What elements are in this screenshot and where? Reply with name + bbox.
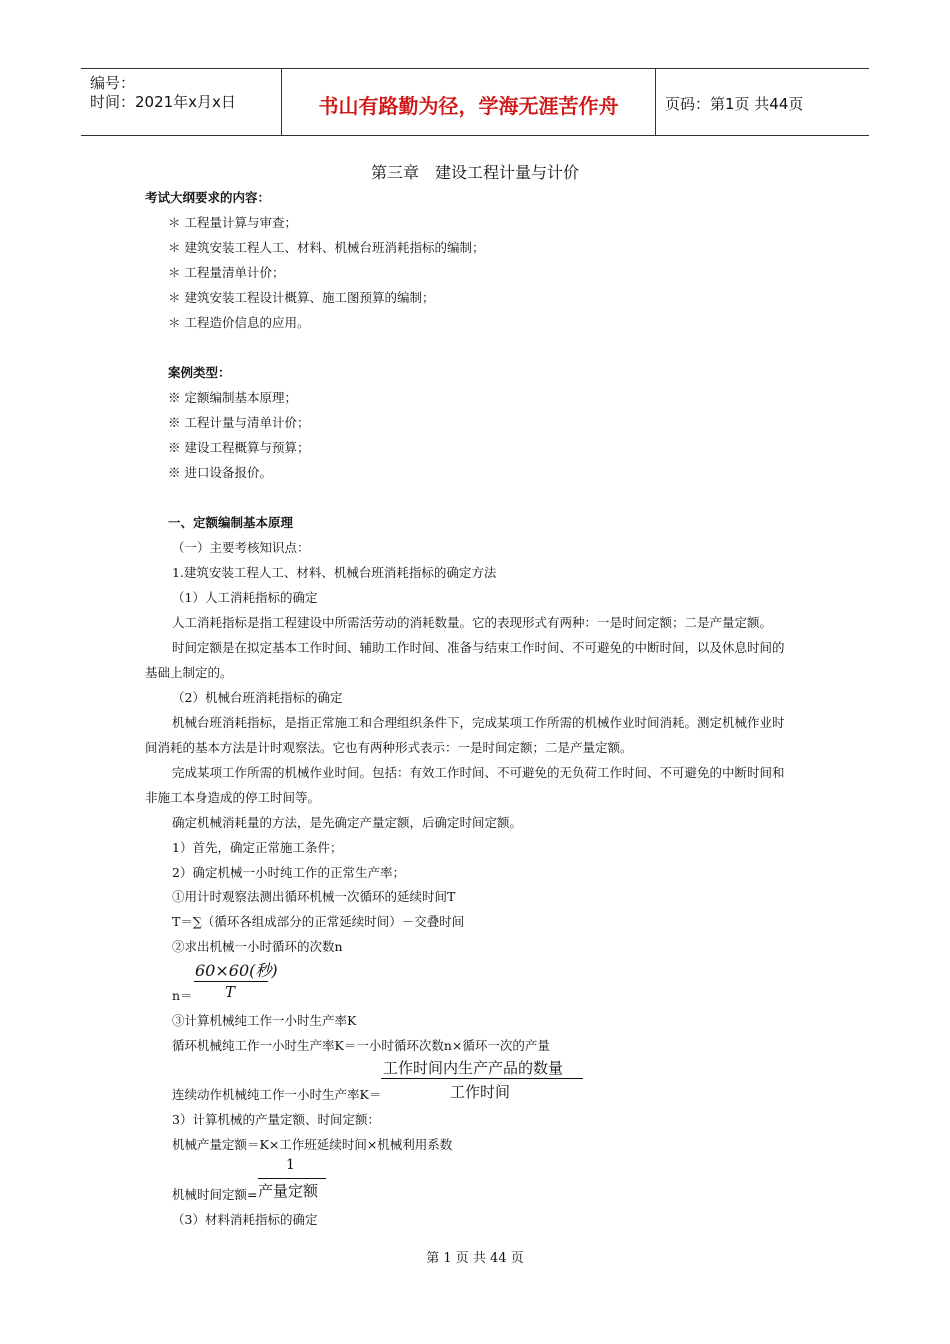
list-item: ※ 工程计量与清单计价； xyxy=(168,415,310,430)
formula-denominator: 工作时间 xyxy=(450,1083,511,1101)
list-item: ＊ 建筑安装工程人工、材料、机械台班消耗指标的编制； xyxy=(168,240,485,255)
list-item: ＊ 工程造价信息的应用。 xyxy=(168,315,310,330)
paragraph: 非施工本身造成的停工时间等。 xyxy=(145,790,321,805)
fraction-bar xyxy=(194,981,268,982)
fraction-bar xyxy=(381,1078,583,1079)
chapter-title: 第三章 建设工程计量与计价 xyxy=(370,163,579,182)
paragraph: 1）首先，确定正常施工条件； xyxy=(172,840,343,855)
paragraph: 3）计算机械的产量定额、时间定额： xyxy=(172,1112,380,1127)
paragraph: ②求出机械一小时循环的次数n xyxy=(172,939,343,954)
syllabus-heading: 考试大纲要求的内容： xyxy=(145,190,271,205)
paragraph: 完成某项工作所需的机械作业时间。包括：有效工作时间、不可避免的无负荷工作时间、不可避免的中断时间和 xyxy=(172,765,785,780)
header-left-cell xyxy=(81,69,281,135)
paragraph: （1）人工消耗指标的确定 xyxy=(172,590,318,605)
list-item: ＊ 建筑安装工程设计概算、施工图预算的编制； xyxy=(168,290,435,305)
paragraph: 时间定额是在拟定基本工作时间、辅助工作时间、准备与结束工作时间、不可避免的中断时间，以及休息时间的 xyxy=(172,640,785,655)
list-item: ※ 定额编制基本原理； xyxy=(168,390,297,405)
formula-lhs: n＝ xyxy=(172,988,193,1003)
formula-lhs: 连续动作机械纯工作一小时生产率K＝ xyxy=(172,1087,382,1102)
paragraph: 2）确定机械一小时纯工作的正常生产率； xyxy=(172,865,405,880)
list-item: ＊ 工程量清单计价； xyxy=(168,265,285,280)
paragraph: 1.建筑安装工程人工、材料、机械台班消耗指标的确定方法 xyxy=(172,565,497,580)
page-footer: 第 1 页 共 44 页 xyxy=(426,1251,524,1266)
paragraph: 基础上制定的。 xyxy=(145,665,233,680)
case-heading: 案例类型： xyxy=(168,365,231,380)
fraction-bar xyxy=(258,1178,326,1179)
formula-numerator: 工作时间内生产产品的数量 xyxy=(383,1059,564,1077)
paragraph: 循环机械纯工作一小时生产率K＝一小时循环次数n×循环一次的产量 xyxy=(172,1038,550,1053)
paragraph: （2）机械台班消耗指标的确定 xyxy=(172,690,343,705)
paragraph: （3）材料消耗指标的确定 xyxy=(172,1212,318,1227)
formula-numerator: 60×60(秒) xyxy=(195,961,278,980)
document-header xyxy=(81,68,869,136)
motto: 书山有路勤为径，学海无涯苦作舟 xyxy=(318,94,619,118)
formula-lhs: 机械时间定额= xyxy=(172,1187,258,1202)
formula-numerator: 1 xyxy=(286,1157,295,1173)
list-item: ※ 进口设备报价。 xyxy=(168,465,272,480)
list-item: ＊ 工程量计算与审查； xyxy=(168,215,297,230)
section-heading: 一、定额编制基本原理 xyxy=(168,515,294,530)
paragraph: （一）主要考核知识点： xyxy=(172,540,310,555)
paragraph: 机械产量定额＝K×工作班延续时间×机械利用系数 xyxy=(172,1137,453,1152)
paragraph: 机械台班消耗指标，是指正常施工和合理组织条件下，完成某项工作所需的机械作业时间消耗。测定机械作业时 xyxy=(172,715,785,730)
paragraph: ③计算机械纯工作一小时生产率K xyxy=(172,1013,357,1028)
time-label: 时间：2021年x月x日 xyxy=(90,93,236,111)
paragraph: 确定机械消耗量的方法，是先确定产量定额，后确定时间定额。 xyxy=(172,815,523,830)
paragraph: 间消耗的基本方法是计时观察法。它也有两种形式表示：一是时间定额；二是产量定额。 xyxy=(145,740,633,755)
header-right-cell xyxy=(655,69,869,135)
paragraph: ①用计时观察法测出循环机械一次循环的延续时间T xyxy=(172,889,456,904)
paragraph: 人工消耗指标是指工程建设中所需活劳动的消耗数量。它的表现形式有两种：一是时间定额；二是产量定额。 xyxy=(172,615,773,630)
paragraph: T＝∑（循环各组成部分的正常延续时间）－交叠时间 xyxy=(172,914,465,929)
formula-denominator: T xyxy=(225,983,236,1001)
formula-denominator: 产量定额 xyxy=(258,1182,319,1200)
list-item: ※ 建设工程概算与预算； xyxy=(168,440,310,455)
header-middle-cell xyxy=(281,69,656,135)
code-label: 编号： xyxy=(90,74,136,92)
page-code: 页码：第1页 共44页 xyxy=(665,95,804,113)
